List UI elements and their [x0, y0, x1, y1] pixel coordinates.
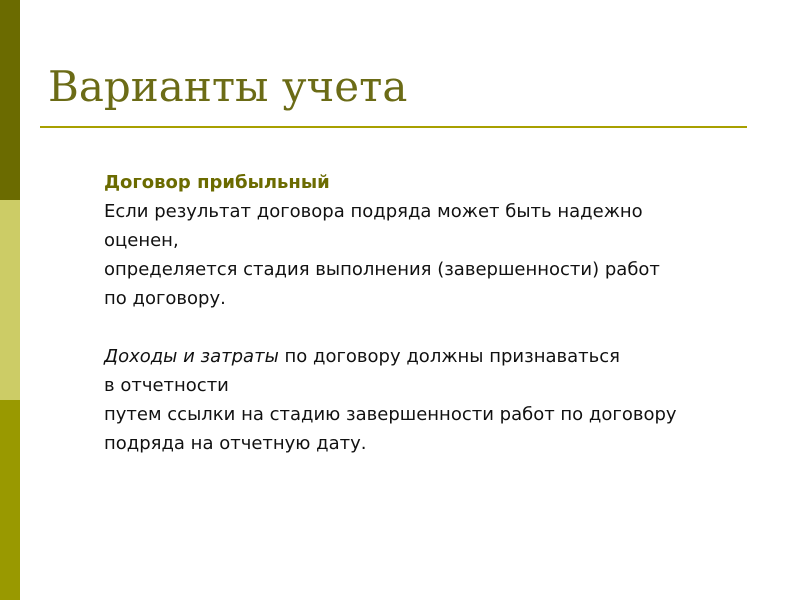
- section-heading: Договор прибыльный: [104, 172, 330, 193]
- slide-title: Варианты учета: [48, 62, 408, 111]
- paragraph2-line-1-rest: по договору должны признаваться: [278, 346, 620, 367]
- paragraph1-line-4: по договору.: [104, 288, 226, 309]
- paragraph1-line-2: оценен,: [104, 230, 179, 251]
- paragraph2-line-3: путем ссылки на стадию завершенности работ по договору: [104, 404, 677, 425]
- slide-body: [104, 168, 744, 458]
- side-bar-middle: [0, 200, 20, 400]
- paragraph-spacer: [104, 313, 744, 342]
- paragraph1-line-3: определяется стадия выполнения (завершенности) работ: [104, 259, 660, 280]
- side-bar-bottom: [0, 400, 20, 600]
- title-underline: [40, 126, 747, 128]
- paragraph1-line-1: Если результат договора подряда может быть надежно: [104, 201, 643, 222]
- side-bar-top: [0, 0, 20, 200]
- paragraph2-line-2: в отчетности: [104, 375, 229, 396]
- paragraph2-line-4: подряда на отчетную дату.: [104, 433, 367, 454]
- paragraph2-line-1: [104, 342, 744, 371]
- italic-lead-text: Доходы и затраты: [104, 346, 279, 367]
